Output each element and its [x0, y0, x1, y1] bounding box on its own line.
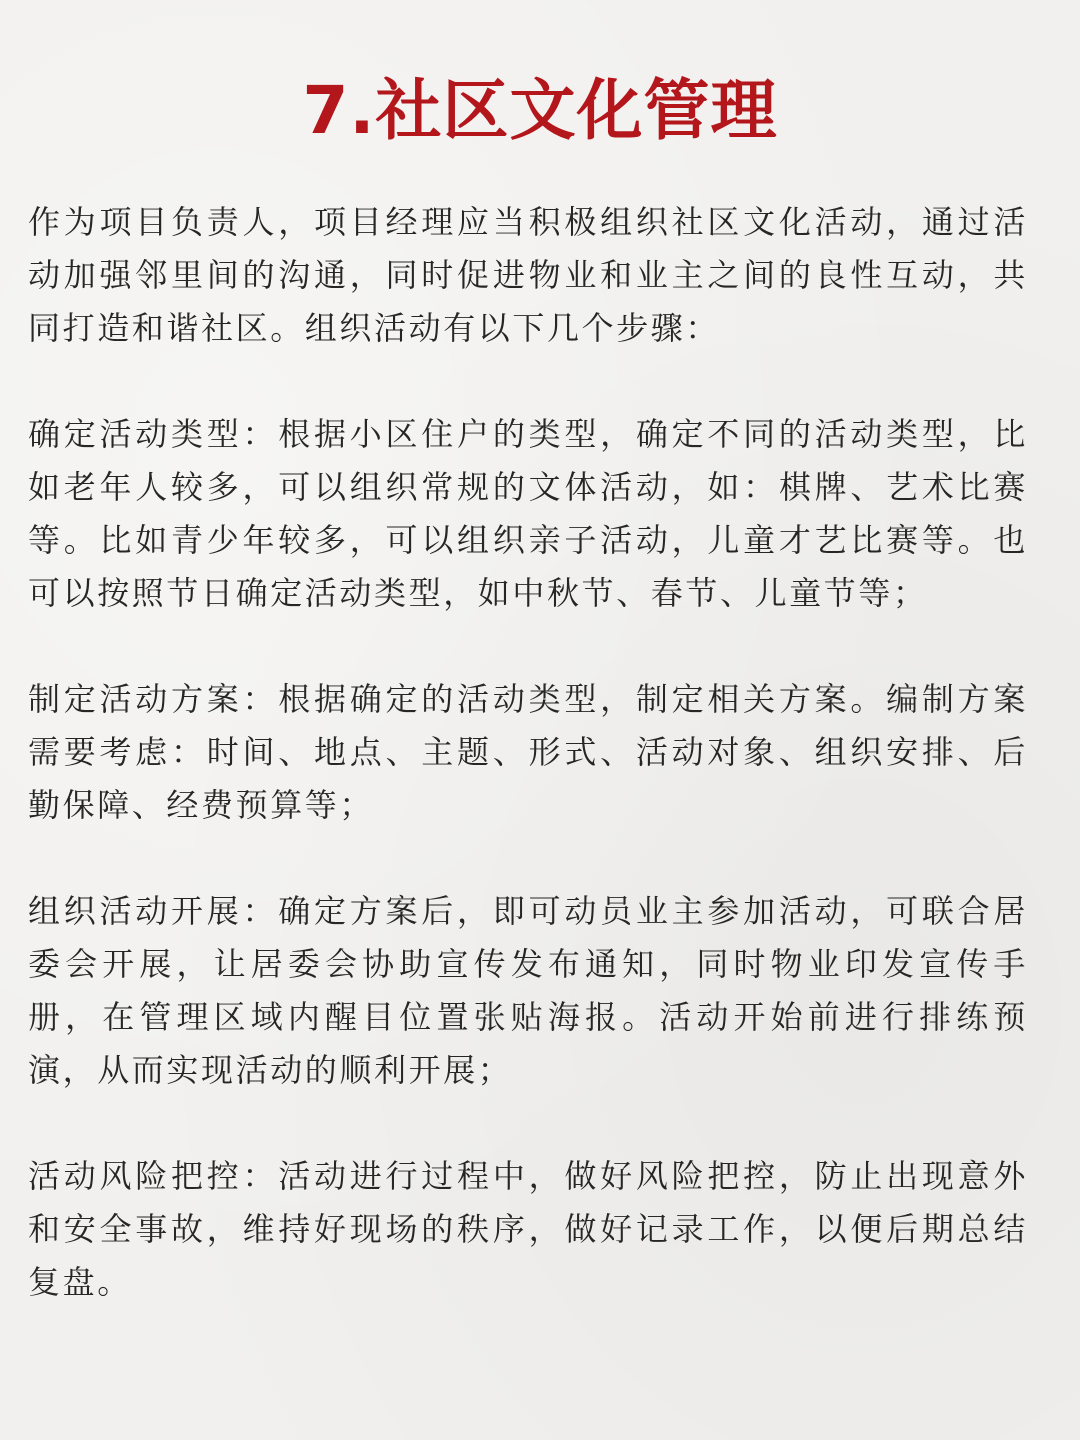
step-risk-control-paragraph: 活动风险把控：活动进行过程中，做好风险把控，防止出现意外和安全事故，维持好现场的秩序，做好记录工作，以便后期总结复盘。 — [28, 1157, 1028, 1301]
step-activity-plan-paragraph: 制定活动方案：根据确定的活动类型，制定相关方案。编制方案需要考虑：时间、地点、主题、形式、活动对象、组织安排、后勤保障、经费预算等； — [28, 680, 1028, 824]
intro-paragraph: 作为项目负责人，项目经理应当积极组织社区文化活动，通过活动加强邻里间的沟通，同时促进物业和业主之间的良性互动，共同打造和谐社区。组织活动有以下几个步骤： — [28, 203, 1028, 347]
page-title: 7.社区文化管理 — [302, 72, 778, 149]
step-activity-execution-paragraph: 组织活动开展：确定方案后，即可动员业主参加活动，可联合居委会开展，让居委会协助宣传发布通知，同时物业印发宣传手册，在管理区域内醒目位置张贴海报。活动开始前进行排练预演，从而实现活动的顺利开展； — [28, 892, 1028, 1089]
step-activity-type-paragraph: 确定活动类型：根据小区住户的类型，确定不同的活动类型，比如老年人较多，可以组织常规的文体活动，如：棋牌、艺术比赛等。比如青少年较多，可以组织亲子活动，儿童才艺比赛等。也可以按照节日确定活动类型，如中秋节、春节、儿童节等； — [28, 415, 1028, 612]
article-body — [28, 196, 1028, 1309]
